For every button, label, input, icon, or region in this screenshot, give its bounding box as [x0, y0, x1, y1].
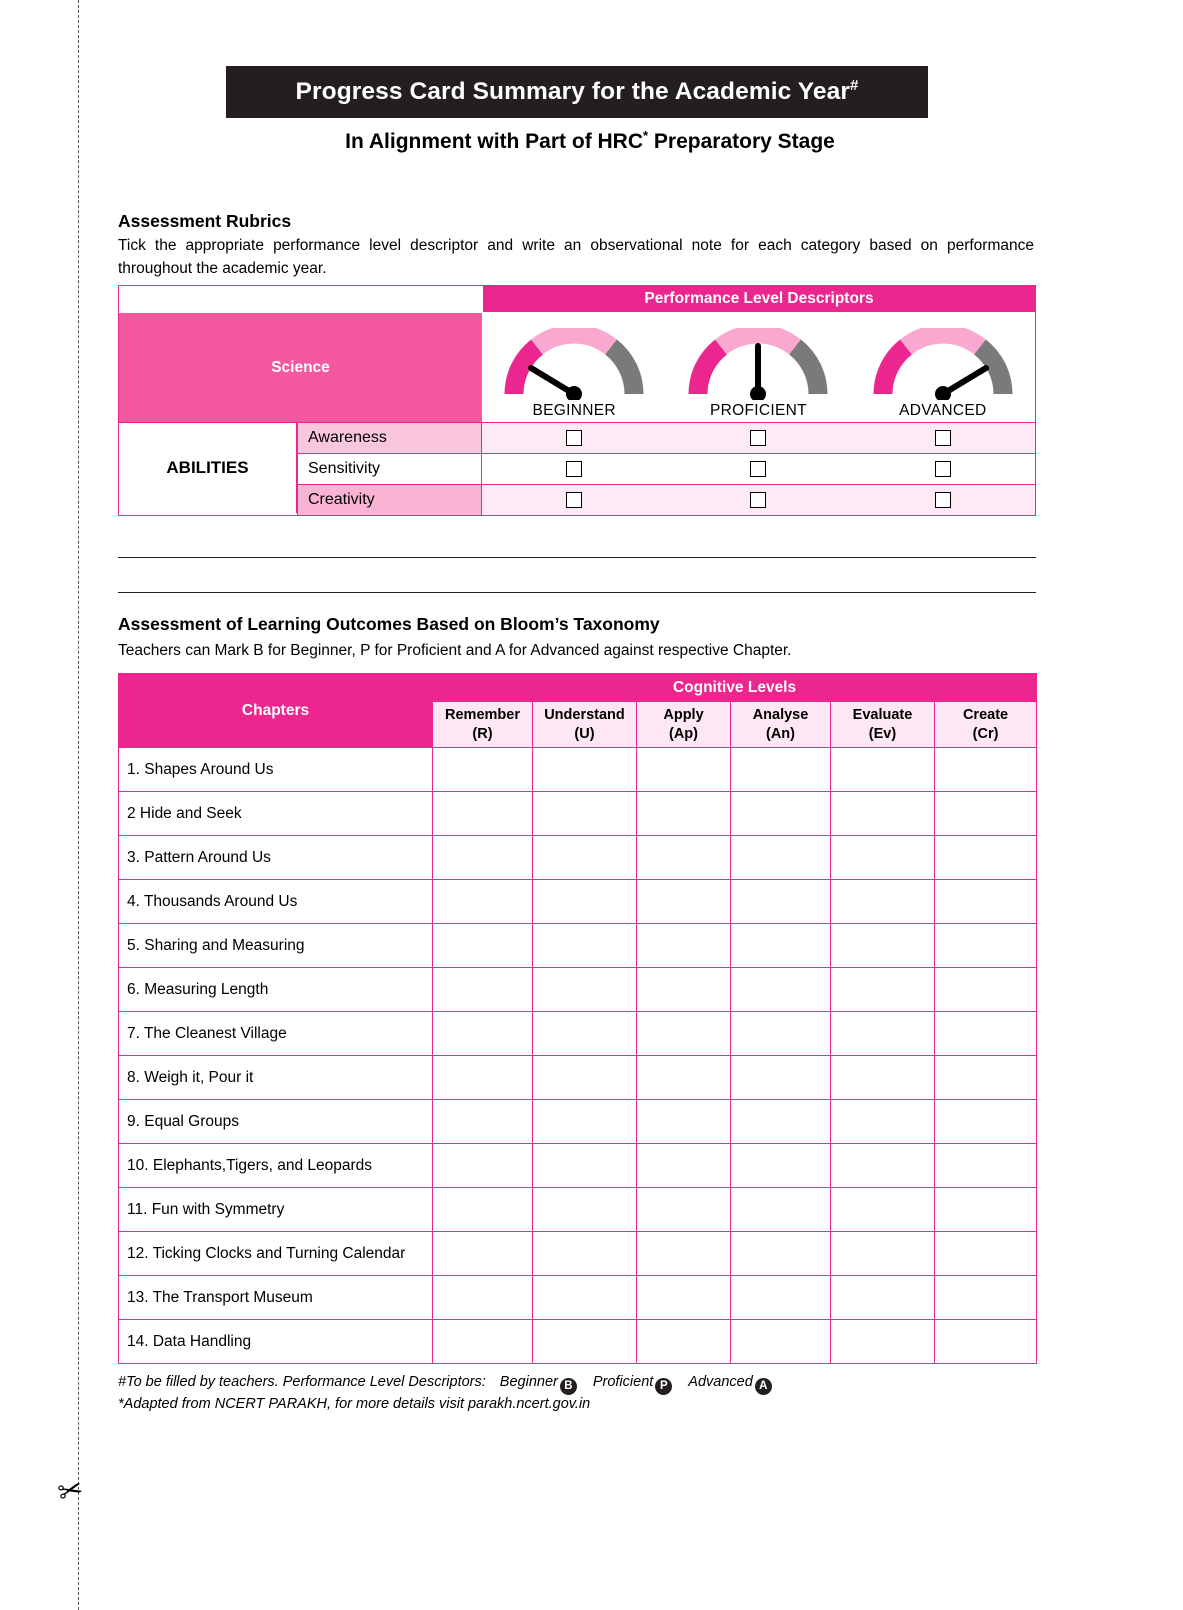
- chapter-name: 7. The Cleanest Village: [119, 1012, 433, 1056]
- footnote-source: *Adapted from NCERT PARAKH, for more details visit parakh.ncert.gov.in: [118, 1396, 591, 1412]
- mark-cell-create[interactable]: [935, 1232, 1037, 1276]
- mark-cell-evaluate[interactable]: [831, 1056, 935, 1100]
- rubrics-table: [118, 285, 1036, 516]
- bloom-taxonomy-table: [118, 673, 1037, 1364]
- table-row: [119, 880, 1037, 924]
- gauge-advanced-label: ADVANCED: [899, 402, 987, 419]
- mark-cell-remember[interactable]: [433, 1100, 533, 1144]
- performance-level-descriptors-header: Performance Level Descriptors: [483, 286, 1035, 312]
- bloom-instruction: Teachers can Mark B for Beginner, P for Proficient and A for Advanced against respective Chapter.: [118, 642, 792, 659]
- table-row: [119, 1320, 1037, 1364]
- sensitivity-proficient-checkbox[interactable]: [750, 461, 766, 477]
- gauge-beginner: [482, 312, 666, 422]
- beginner-badge-icon: B: [560, 1378, 577, 1395]
- mark-cell-understand[interactable]: [533, 1276, 637, 1320]
- page-title-bar: [226, 66, 928, 118]
- mark-cell-analyse[interactable]: [731, 1100, 831, 1144]
- rubrics-gauge-row: [119, 312, 1035, 422]
- gauge-proficient-icon: [688, 328, 828, 400]
- mark-cell-analyse[interactable]: [731, 1232, 831, 1276]
- bloom-col-chapters: Chapters: [119, 674, 433, 748]
- chapter-name: 5. Sharing and Measuring: [119, 924, 433, 968]
- awareness-beginner-cell[interactable]: [482, 423, 666, 453]
- rubrics-blank-cell: [119, 286, 483, 312]
- page-title: Progress Card Summary for the Academic Year#: [295, 77, 859, 106]
- sensitivity-advanced-checkbox[interactable]: [935, 461, 951, 477]
- bloom-level-code: (Cr): [972, 725, 999, 742]
- chapter-name: 11. Fun with Symmetry: [119, 1188, 433, 1232]
- mark-cell-analyse[interactable]: [731, 1012, 831, 1056]
- ability-label-sensitivity: Sensitivity: [298, 454, 482, 484]
- mark-cell-evaluate[interactable]: [831, 836, 935, 880]
- mark-cell-create[interactable]: [935, 880, 1037, 924]
- mark-cell-evaluate[interactable]: [831, 1144, 935, 1188]
- rubrics-table-top-row: [119, 286, 1035, 312]
- mark-cell-analyse[interactable]: [731, 792, 831, 836]
- table-row: [119, 1276, 1037, 1320]
- mark-cell-remember[interactable]: [433, 1056, 533, 1100]
- mark-cell-apply[interactable]: [637, 968, 731, 1012]
- abilities-label: ABILITIES: [119, 422, 297, 513]
- mark-cell-create[interactable]: [935, 924, 1037, 968]
- bloom-level-name: Analyse: [752, 707, 809, 724]
- divider-rule-top: [118, 557, 1036, 558]
- bloom-level-create: [935, 702, 1037, 748]
- mark-cell-apply[interactable]: [637, 792, 731, 836]
- mark-cell-evaluate[interactable]: [831, 1320, 935, 1364]
- chapter-name: 3. Pattern Around Us: [119, 836, 433, 880]
- mark-cell-understand[interactable]: [533, 1012, 637, 1056]
- bloom-level-remember: [433, 702, 533, 748]
- mark-cell-create[interactable]: [935, 836, 1037, 880]
- scissors-icon: ✂: [54, 1472, 87, 1511]
- mark-cell-evaluate[interactable]: [831, 968, 935, 1012]
- bloom-level-code: (Ap): [669, 725, 698, 742]
- page-subtitle: In Alignment with Part of HRC* Preparatory Stage: [345, 128, 835, 153]
- mark-cell-remember[interactable]: [433, 1276, 533, 1320]
- chapter-name: 12. Ticking Clocks and Turning Calendar: [119, 1232, 433, 1276]
- mark-cell-apply[interactable]: [637, 1188, 731, 1232]
- bloom-heading: Assessment of Learning Outcomes Based on Bloom’s Taxonomy: [118, 614, 660, 634]
- gauges-group: [482, 312, 1035, 422]
- mark-cell-analyse[interactable]: [731, 748, 831, 792]
- chapter-name: 14. Data Handling: [119, 1320, 433, 1364]
- mark-cell-create[interactable]: [935, 1188, 1037, 1232]
- bloom-level-analyse: [731, 702, 831, 748]
- mark-cell-create[interactable]: [935, 1276, 1037, 1320]
- bloom-header-row-1: [119, 674, 1037, 702]
- creativity-proficient-checkbox[interactable]: [750, 492, 766, 508]
- mark-cell-remember[interactable]: [433, 1320, 533, 1364]
- creativity-advanced-cell[interactable]: [851, 485, 1035, 515]
- mark-cell-create[interactable]: [935, 968, 1037, 1012]
- footnote-prefix: #To be filled by teachers. Performance Level Descriptors:: [118, 1374, 486, 1390]
- bloom-level-code: (Ev): [868, 725, 897, 742]
- bloom-level-name: Understand: [544, 707, 625, 724]
- mark-cell-evaluate[interactable]: [831, 748, 935, 792]
- assessment-rubrics-heading: Assessment Rubrics: [118, 211, 292, 231]
- mark-cell-apply[interactable]: [637, 1100, 731, 1144]
- bloom-level-name: Remember: [445, 707, 520, 724]
- mark-cell-understand[interactable]: [533, 1188, 637, 1232]
- footnote-beginner-label: Beginner: [499, 1374, 558, 1390]
- footnote-proficient-label: Proficient: [592, 1374, 654, 1390]
- mark-cell-understand[interactable]: [533, 1056, 637, 1100]
- mark-cell-remember[interactable]: [433, 1232, 533, 1276]
- mark-cell-evaluate[interactable]: [831, 880, 935, 924]
- subject-cell: Science: [119, 312, 482, 422]
- mark-cell-understand[interactable]: [533, 968, 637, 1012]
- mark-cell-analyse[interactable]: [731, 836, 831, 880]
- chapter-name: 10. Elephants,Tigers, and Leopards: [119, 1144, 433, 1188]
- table-row: [119, 836, 1037, 880]
- table-row: [119, 748, 1037, 792]
- mark-cell-remember[interactable]: [433, 1188, 533, 1232]
- sensitivity-ticks: [482, 454, 1035, 484]
- mark-cell-evaluate[interactable]: [831, 1232, 935, 1276]
- table-row: [119, 924, 1037, 968]
- mark-cell-analyse[interactable]: [731, 1056, 831, 1100]
- mark-cell-understand[interactable]: [533, 836, 637, 880]
- bloom-level-apply: [637, 702, 731, 748]
- mark-cell-apply[interactable]: [637, 1012, 731, 1056]
- mark-cell-remember[interactable]: [433, 1012, 533, 1056]
- mark-cell-remember[interactable]: [433, 880, 533, 924]
- ability-label-awareness: Awareness: [298, 423, 482, 453]
- table-row: [119, 1012, 1037, 1056]
- mark-cell-evaluate[interactable]: [831, 924, 935, 968]
- footnote-descriptors: [118, 1374, 774, 1395]
- mark-cell-create[interactable]: [935, 1320, 1037, 1364]
- creativity-beginner-checkbox[interactable]: [566, 492, 582, 508]
- mark-cell-evaluate[interactable]: [831, 1100, 935, 1144]
- mark-cell-analyse[interactable]: [731, 880, 831, 924]
- mark-cell-remember[interactable]: [433, 792, 533, 836]
- awareness-proficient-cell[interactable]: [666, 423, 850, 453]
- mark-cell-evaluate[interactable]: [831, 792, 935, 836]
- mark-cell-create[interactable]: [935, 792, 1037, 836]
- gauge-proficient: [666, 312, 850, 422]
- cut-dashed-line: [78, 0, 79, 1610]
- mark-cell-analyse[interactable]: [731, 924, 831, 968]
- creativity-proficient-cell[interactable]: [666, 485, 850, 515]
- table-row: [119, 1056, 1037, 1100]
- bloom-level-code: (U): [574, 725, 595, 742]
- bloom-col-cognitive-levels: Cognitive Levels: [433, 674, 1037, 702]
- bloom-level-code: (R): [472, 725, 493, 742]
- mark-cell-apply[interactable]: [637, 1056, 731, 1100]
- chapter-name: 9. Equal Groups: [119, 1100, 433, 1144]
- table-row: [119, 1188, 1037, 1232]
- creativity-ticks: [482, 485, 1035, 515]
- chapter-name: 6. Measuring Length: [119, 968, 433, 1012]
- mark-cell-apply[interactable]: [637, 924, 731, 968]
- bloom-level-name: Apply: [663, 707, 704, 724]
- mark-cell-analyse[interactable]: [731, 1188, 831, 1232]
- mark-cell-apply[interactable]: [637, 748, 731, 792]
- bloom-level-name: Create: [962, 707, 1009, 724]
- mark-cell-create[interactable]: [935, 1144, 1037, 1188]
- mark-cell-understand[interactable]: [533, 1144, 637, 1188]
- sensitivity-proficient-cell[interactable]: [666, 454, 850, 484]
- divider-rule-bottom: [118, 592, 1036, 593]
- mark-cell-remember[interactable]: [433, 836, 533, 880]
- sensitivity-advanced-cell[interactable]: [851, 454, 1035, 484]
- sensitivity-beginner-checkbox[interactable]: [566, 461, 582, 477]
- table-row: [119, 1144, 1037, 1188]
- mark-cell-understand[interactable]: [533, 880, 637, 924]
- chapter-name: 8. Weigh it, Pour it: [119, 1056, 433, 1100]
- ability-label-creativity: Creativity: [298, 485, 482, 515]
- advanced-badge-icon: A: [755, 1378, 772, 1395]
- mark-cell-apply[interactable]: [637, 880, 731, 924]
- subtitle-marker: *: [643, 128, 649, 143]
- bloom-level-code: (An): [766, 725, 795, 742]
- awareness-beginner-checkbox[interactable]: [566, 430, 582, 446]
- awareness-advanced-checkbox[interactable]: [935, 430, 951, 446]
- chapter-name: 2 Hide and Seek: [119, 792, 433, 836]
- mark-cell-remember[interactable]: [433, 924, 533, 968]
- table-row: [119, 792, 1037, 836]
- mark-cell-understand[interactable]: [533, 924, 637, 968]
- proficient-badge-icon: P: [655, 1378, 672, 1395]
- title-marker: #: [849, 77, 859, 95]
- table-row: [119, 968, 1037, 1012]
- bloom-level-name: Evaluate: [852, 707, 913, 724]
- mark-cell-understand[interactable]: [533, 1100, 637, 1144]
- mark-cell-remember[interactable]: [433, 748, 533, 792]
- mark-cell-understand[interactable]: [533, 792, 637, 836]
- mark-cell-apply[interactable]: [637, 1144, 731, 1188]
- mark-cell-create[interactable]: [935, 1012, 1037, 1056]
- table-row: [119, 1232, 1037, 1276]
- mark-cell-apply[interactable]: [637, 836, 731, 880]
- mark-cell-understand[interactable]: [533, 1320, 637, 1364]
- chapter-name: 1. Shapes Around Us: [119, 748, 433, 792]
- mark-cell-apply[interactable]: [637, 1320, 731, 1364]
- gauge-proficient-label: PROFICIENT: [710, 402, 807, 419]
- gauge-beginner-label: BEGINNER: [532, 402, 616, 419]
- bloom-level-evaluate: [831, 702, 935, 748]
- creativity-advanced-checkbox[interactable]: [935, 492, 951, 508]
- sensitivity-beginner-cell[interactable]: [482, 454, 666, 484]
- mark-cell-create[interactable]: [935, 1056, 1037, 1100]
- mark-cell-evaluate[interactable]: [831, 1276, 935, 1320]
- mark-cell-evaluate[interactable]: [831, 1188, 935, 1232]
- chapter-name: 13. The Transport Museum: [119, 1276, 433, 1320]
- mark-cell-understand[interactable]: [533, 748, 637, 792]
- table-row: [119, 1100, 1037, 1144]
- mark-cell-analyse[interactable]: [731, 968, 831, 1012]
- assessment-rubrics-instruction: Tick the appropriate performance level descriptor and write an observational note for each category based on performance throughout the academic year.: [118, 237, 1034, 278]
- gauge-advanced-icon: [873, 328, 1013, 400]
- mark-cell-create[interactable]: [935, 748, 1037, 792]
- creativity-beginner-cell[interactable]: [482, 485, 666, 515]
- awareness-ticks: [482, 423, 1035, 453]
- gauge-advanced: [851, 312, 1035, 422]
- awareness-advanced-cell[interactable]: [851, 423, 1035, 453]
- gauge-beginner-icon: [504, 328, 644, 400]
- footnote-advanced-label: Advanced: [688, 1374, 753, 1390]
- mark-cell-analyse[interactable]: [731, 1320, 831, 1364]
- mark-cell-remember[interactable]: [433, 968, 533, 1012]
- mark-cell-analyse[interactable]: [731, 1276, 831, 1320]
- chapter-name: 4. Thousands Around Us: [119, 880, 433, 924]
- mark-cell-apply[interactable]: [637, 1232, 731, 1276]
- mark-cell-apply[interactable]: [637, 1276, 731, 1320]
- mark-cell-analyse[interactable]: [731, 1144, 831, 1188]
- bloom-level-understand: [533, 702, 637, 748]
- mark-cell-understand[interactable]: [533, 1232, 637, 1276]
- mark-cell-evaluate[interactable]: [831, 1012, 935, 1056]
- mark-cell-remember[interactable]: [433, 1144, 533, 1188]
- awareness-proficient-checkbox[interactable]: [750, 430, 766, 446]
- mark-cell-create[interactable]: [935, 1100, 1037, 1144]
